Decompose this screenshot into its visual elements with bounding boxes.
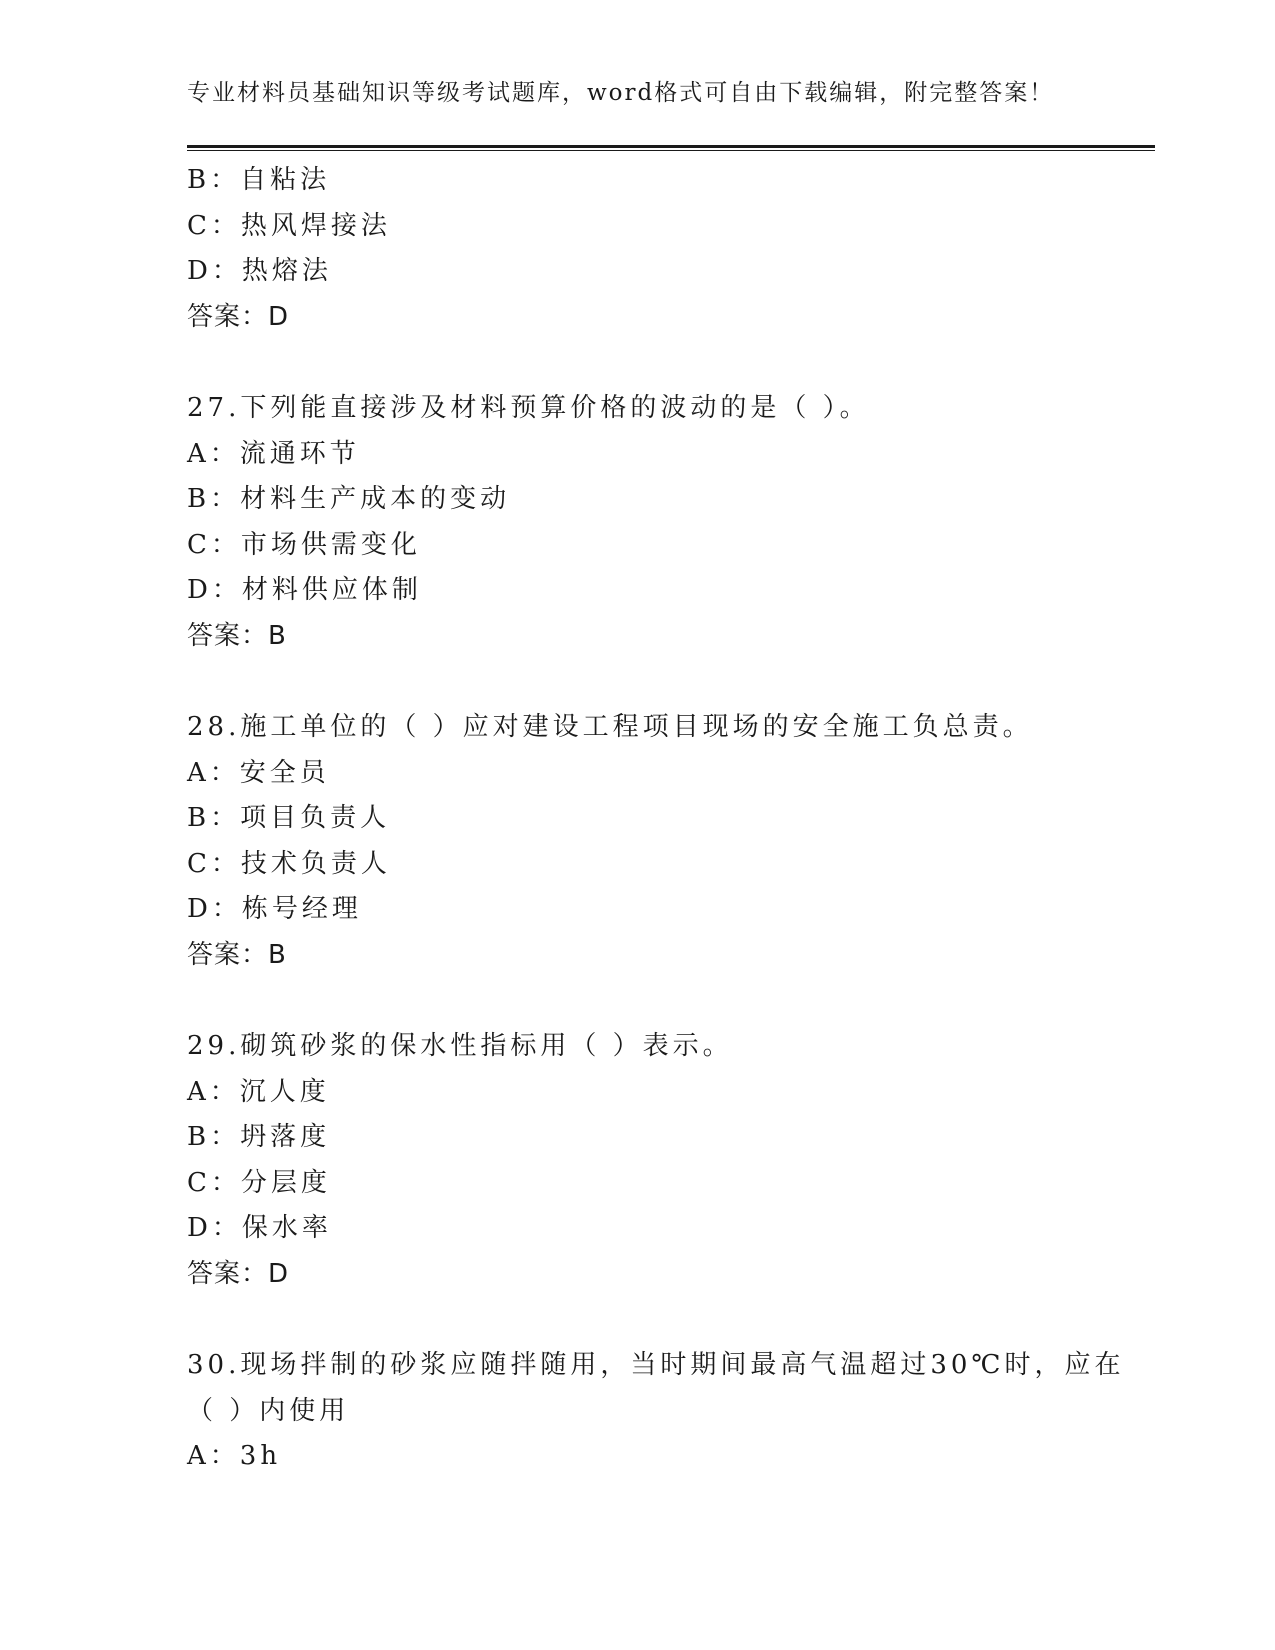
option-d: D：热熔法 [187, 256, 332, 286]
question-text: 28.施工单位的（ ）应对建设工程项目现场的安全施工负总责。 [187, 712, 1033, 742]
question-29 [187, 1024, 1167, 1297]
header-rule-thick [187, 145, 1155, 148]
option-a: A：3h [187, 1441, 282, 1471]
header-rule-thin [187, 150, 1155, 151]
question-28 [187, 705, 1167, 978]
page-header: 专业材料员基础知识等级考试题库，word格式可自由下载编辑，附完整答案！ [187, 80, 1055, 106]
spacer [187, 1297, 1167, 1343]
option-d: D：材料供应体制 [187, 575, 422, 605]
question-26-tail [187, 158, 1167, 340]
question-text-line1: 30.现场拌制的砂浆应随拌随用，当时期间最高气温超过30℃时，应在 [187, 1350, 1125, 1380]
option-a: A：沉人度 [187, 1076, 330, 1107]
option-c: C：分层度 [187, 1167, 331, 1198]
option-c: C：技术负责人 [187, 848, 391, 879]
option-d: D：栋号经理 [187, 894, 362, 924]
option-b: B：材料生产成本的变动 [187, 484, 511, 514]
spacer [187, 978, 1167, 1024]
answer: 答案：D [187, 1258, 290, 1289]
option-b: B：坍落度 [187, 1122, 331, 1152]
option-b: B：项目负责人 [187, 803, 391, 833]
question-text: 29.砌筑砂浆的保水性指标用（ ）表示。 [187, 1031, 733, 1061]
question-30 [187, 1343, 1167, 1480]
question-text: 27.下列能直接涉及材料预算价格的波动的是（ ）。 [187, 393, 870, 423]
option-d: D：保水率 [187, 1213, 332, 1243]
question-content [187, 158, 1167, 1480]
option-a: A：安全员 [187, 757, 330, 788]
question-27 [187, 386, 1167, 659]
option-c: C：热风焊接法 [187, 210, 391, 241]
spacer [187, 340, 1167, 386]
question-text-line2: （ ）内使用 [187, 1395, 350, 1426]
option-c: C：市场供需变化 [187, 529, 421, 560]
answer: 答案：B [187, 620, 287, 651]
answer: 答案：D [187, 301, 290, 332]
option-a: A：流通环节 [187, 438, 360, 469]
spacer [187, 659, 1167, 705]
answer: 答案：B [187, 939, 287, 970]
option-b: B：自粘法 [187, 165, 331, 195]
